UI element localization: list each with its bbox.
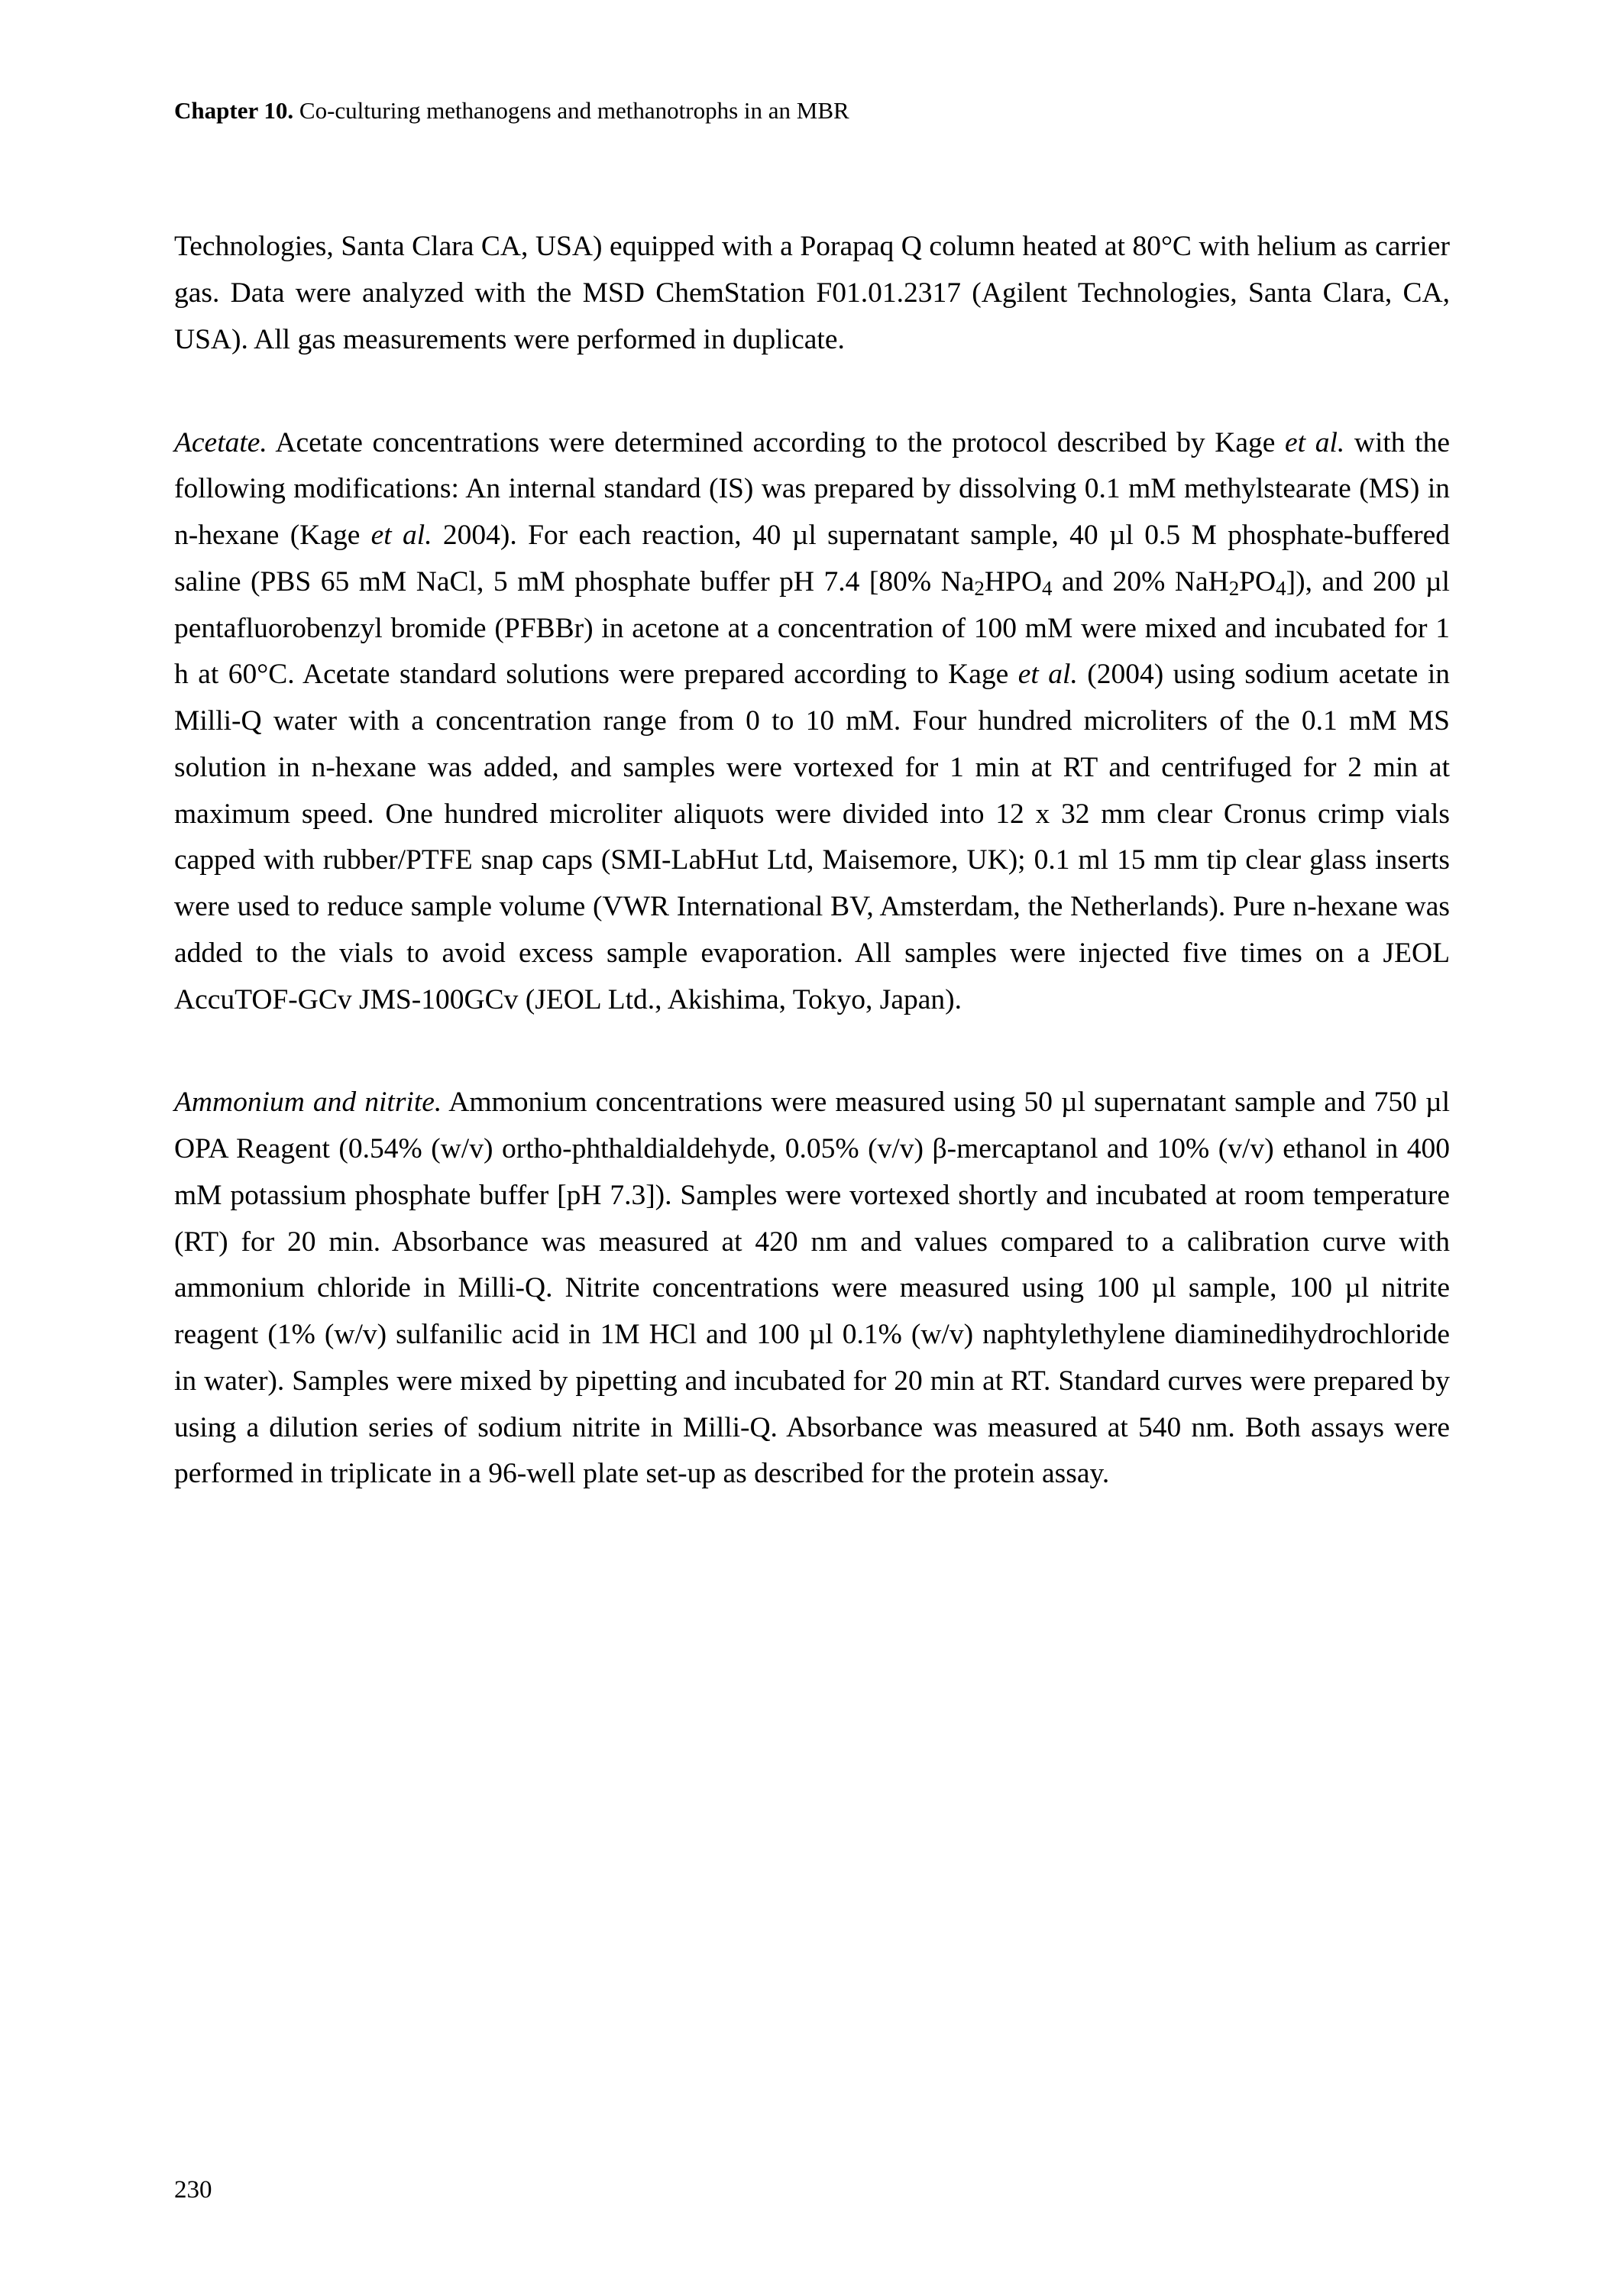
running-head-chapter-label: Chapter 10. [174, 97, 294, 124]
ammonium-seg-1: Ammonium concentrations were measured using 50 µl supernatant sample and 750 µl OPA Reagent (0.54% (w/v) ortho-phthaldialdehyde, 0.05% (v/v) β-mercaptanol and 10% (v/v) ethanol in 400 mM potassium phosphate buffer [pH 7.3]). Samples were vortexed shortly and incubated at room temperature (RT) for 20 min. Absorbance was measured at 420 nm and values compared to a calibration curve with ammonium chloride in Milli-Q. Nitrite concentrations were measured using 100 µl sample, 100 µl nitrite reagent (1% (w/v) sulfanilic acid in 1M HCl and 100 µl 0.1% (w/v) naphtylethylene diaminedihydrochloride in water). Samples were mixed by pipetting and incubated for 20 min at RT. Standard curves were prepared by using a dilution series of sodium nitrite in Milli-Q. Absorbance was measured at 540 nm. Both assays were performed in triplicate in a 96-well plate set-up as described for the protein assay. [174, 1087, 1450, 1490]
running-head-chapter-title: Co-culturing methanogens and methanotrophs in an MBR [293, 97, 849, 124]
page-number: 230 [174, 2176, 212, 2204]
acetate-ital-14: et al. [1017, 659, 1078, 691]
paragraph-ammonium-nitrite [174, 1080, 1450, 1498]
acetate-seg-11: PO [1239, 565, 1276, 598]
paragraph-gas-analysis [174, 224, 1450, 363]
body-text [174, 224, 1450, 1498]
acetate-ital-4: et al. [370, 520, 432, 552]
acetate-seg-13: ]), and 200 µl pentafluorobenzyl bromide (PFBBr) in acetone at a concentration of 100 mM were mixed and incubated for 1 h at 60°C. Acetate standard solutions were prepared according to Kage [174, 565, 1450, 691]
acetate-ital-2: et al. [1285, 426, 1345, 458]
acetate-sub-12: 4 [1276, 576, 1286, 600]
acetate-sub-10: 2 [1228, 576, 1240, 600]
paragraph-1-text: Technologies, Santa Clara CA, USA) equipped with a Porapaq Q column heated at 80°C with helium as carrier gas. Data were analyzed with the MSD ChemStation F01.01.2317 (Agilent Technologies, Santa Clara, CA, USA). All gas measurements were performed in duplicate. [174, 231, 1450, 355]
paragraph-spacer-1 [174, 397, 1450, 420]
acetate-seg-5: 2004). For each reaction, 40 µl supernatant sample, 40 µl 0.5 M phosphate-buffered saline (PBS 65 mM NaCl, 5 mM phosphate buffer pH 7.4 [80% Na [174, 520, 1450, 598]
acetate-sub-8: 4 [1041, 576, 1053, 600]
acetate-seg-3: with the following modifications: An internal standard (IS) was prepared by dissolving 0.1 mM methylstearate (MS) in n-hexane (Kage [174, 426, 1450, 552]
paragraph-acetate [174, 420, 1450, 1024]
acetate-heading: Acetate. [174, 426, 267, 458]
running-head [174, 96, 1450, 126]
ammonium-heading: Ammonium and nitrite. [174, 1087, 442, 1119]
acetate-seg-1: Acetate concentrations were determined according to the protocol described by Kage [267, 426, 1286, 458]
acetate-sub-6: 2 [974, 576, 985, 600]
paragraph-spacer-2 [174, 1057, 1450, 1080]
acetate-seg-15: (2004) using sodium acetate in Milli-Q water with a concentration range from 0 to 10 mM. Four hundred microliters of the 0.1 mM MS solution in n-hexane was added, and samples were vortexed for 1 min at RT and centrifuged for 2 min at maximum speed. One hundred microliter aliquots were divided into 12 x 32 mm clear Cronus crimp vials capped with rubber/PTFE snap caps (SMI-LabHut Ltd, Maisemore, UK); 0.1 ml 15 mm tip clear glass inserts were used to reduce sample volume (VWR International BV, Amsterdam, the Netherlands). Pure n-hexane was added to the vials to avoid excess sample evaporation. All samples were injected five times on a JEOL AccuTOF-GCv JMS-100GCv (JEOL Ltd., Akishima, Tokyo, Japan). [174, 659, 1450, 1015]
acetate-seg-7: HPO [984, 565, 1042, 598]
acetate-seg-9: and 20% NaH [1052, 565, 1229, 598]
